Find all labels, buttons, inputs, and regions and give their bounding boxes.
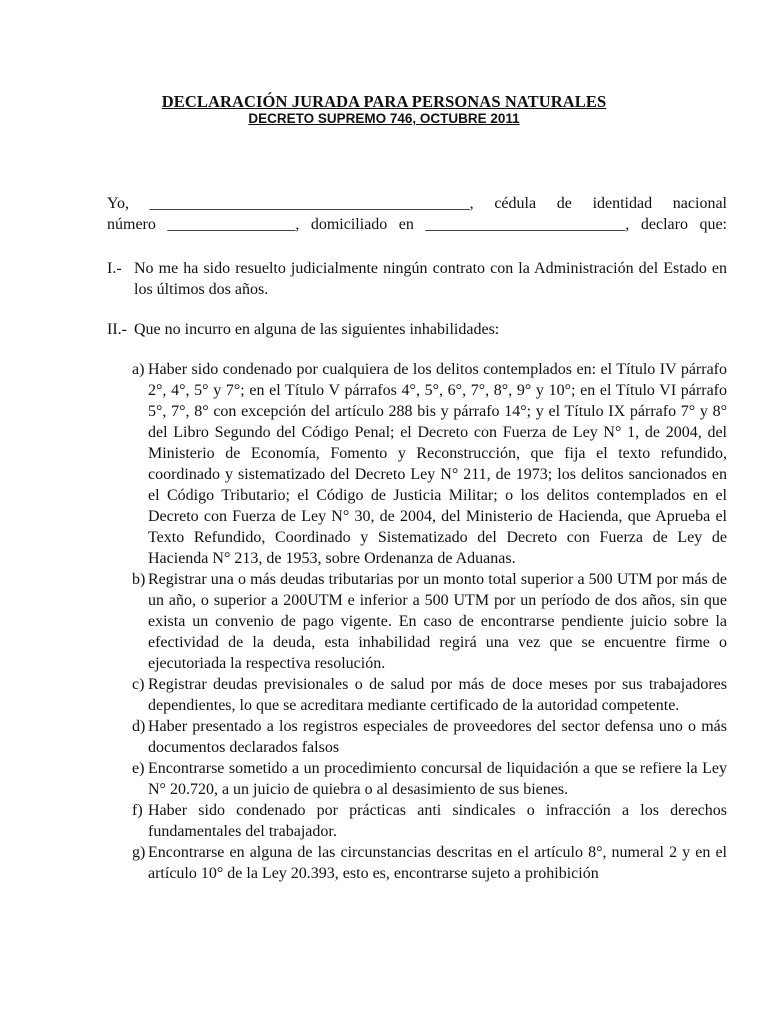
- list-item: [132, 716, 727, 758]
- section-number: II.-: [107, 321, 127, 338]
- document-title: DECLARACIÓN JURADA PARA PERSONAS NATURALES: [161, 92, 607, 111]
- item-text: Encontrarse sometido a un procedimiento concursal de liquidación a que se refiere la Ley N° 20.720, a un juicio de quiebra o al desasimiento de sus bienes.: [148, 760, 727, 798]
- list-item: [132, 842, 727, 884]
- item-text: Encontrarse en alguna de las circunstancias descritas en el artículo 8°, numeral 2 y en el artículo 10° de la Ley 20.393, esto es, encontrarse sujeto a prohibición: [148, 844, 727, 882]
- section-ii: [107, 319, 727, 340]
- list-item: [132, 569, 727, 674]
- item-label: a): [132, 361, 145, 378]
- inhabilidades-list: [132, 359, 727, 884]
- list-item: [132, 359, 727, 569]
- item-text: Registrar deudas previsionales o de salud por más de doce meses por sus trabajadores dependientes, lo que se acreditara mediante certificado de la autoridad competente.: [148, 676, 727, 714]
- intro-line-1: Yo, ________________________________________, cédula de identidad nacional: [107, 195, 727, 212]
- item-text: Haber presentado a los registros especiales de proveedores del sector defensa uno o más documentos declarados falsos: [148, 718, 727, 756]
- item-label: b): [132, 571, 146, 588]
- list-item: [132, 674, 727, 716]
- section-number: I.-: [107, 260, 122, 277]
- list-item: [132, 800, 727, 842]
- item-text: Haber sido condenado por prácticas anti sindicales o infracción a los derechos fundamentales del trabajador.: [148, 802, 727, 840]
- declarant-intro: [107, 193, 727, 235]
- intro-line-2: número ________________, domiciliado en _________________________, declaro que:: [107, 216, 727, 233]
- item-label: f): [132, 802, 143, 819]
- item-label: c): [132, 676, 145, 693]
- document-subtitle: DECRETO SUPREMO 746, OCTUBRE 2011: [248, 111, 520, 126]
- item-label: g): [132, 844, 146, 861]
- section-text: No me ha sido resuelto judicialmente ningún contrato con la Administración del Estado en los últimos dos años.: [134, 260, 727, 298]
- item-text: Registrar una o más deudas tributarias por un monto total superior a 500 UTM por más de un año, o superior a 200UTM e inferior a 500 UTM por un período de dos años, sin que exista un convenio de pago vigente. En caso de encontrarse pendiente juicio sobre la efectividad de la deuda, esta inhabilidad regirá una vez que se encuentre firme o ejecutoriada la respectiva resolución.: [148, 571, 727, 672]
- section-text: Que no incurro en alguna de las siguientes inhabilidades:: [134, 321, 500, 338]
- item-text: Haber sido condenado por cualquiera de los delitos contemplados en: el Título IV párrafo 2°, 4°, 5° y 7°; en el Título V párrafos 4°, 5°, 6°, 7°, 8°, 9° y 10°; en el Título VI párrafo 5°, 7°, 8° con excepción del artículo 288 bis y párrafo 14°; y el Título IX párrafo 7° y 8° del Libro Segundo del Código Penal; el Decreto con Fuerza de Ley N° 1, de 2004, del Ministerio de Economía, Fomento y Reconstrucción, que fija el texto refundido, coordinado y sistematizado del Decreto Ley N° 211, de 1973; los delitos sancionados en el Código Tributario; el Código de Justicia Militar; o los delitos contemplados en el Decreto con Fuerza de Ley N° 30, de 2004, del Ministerio de Hacienda, que Aprueba el Texto Refundido, Coordinado y Sistematizado del Decreto con Fuerza de Ley de Hacienda N° 213, de 1953, sobre Ordenanza de Aduanas.: [148, 361, 727, 567]
- section-i: [107, 258, 727, 300]
- item-label: d): [132, 718, 146, 735]
- list-item: [132, 758, 727, 800]
- item-label: e): [132, 760, 145, 777]
